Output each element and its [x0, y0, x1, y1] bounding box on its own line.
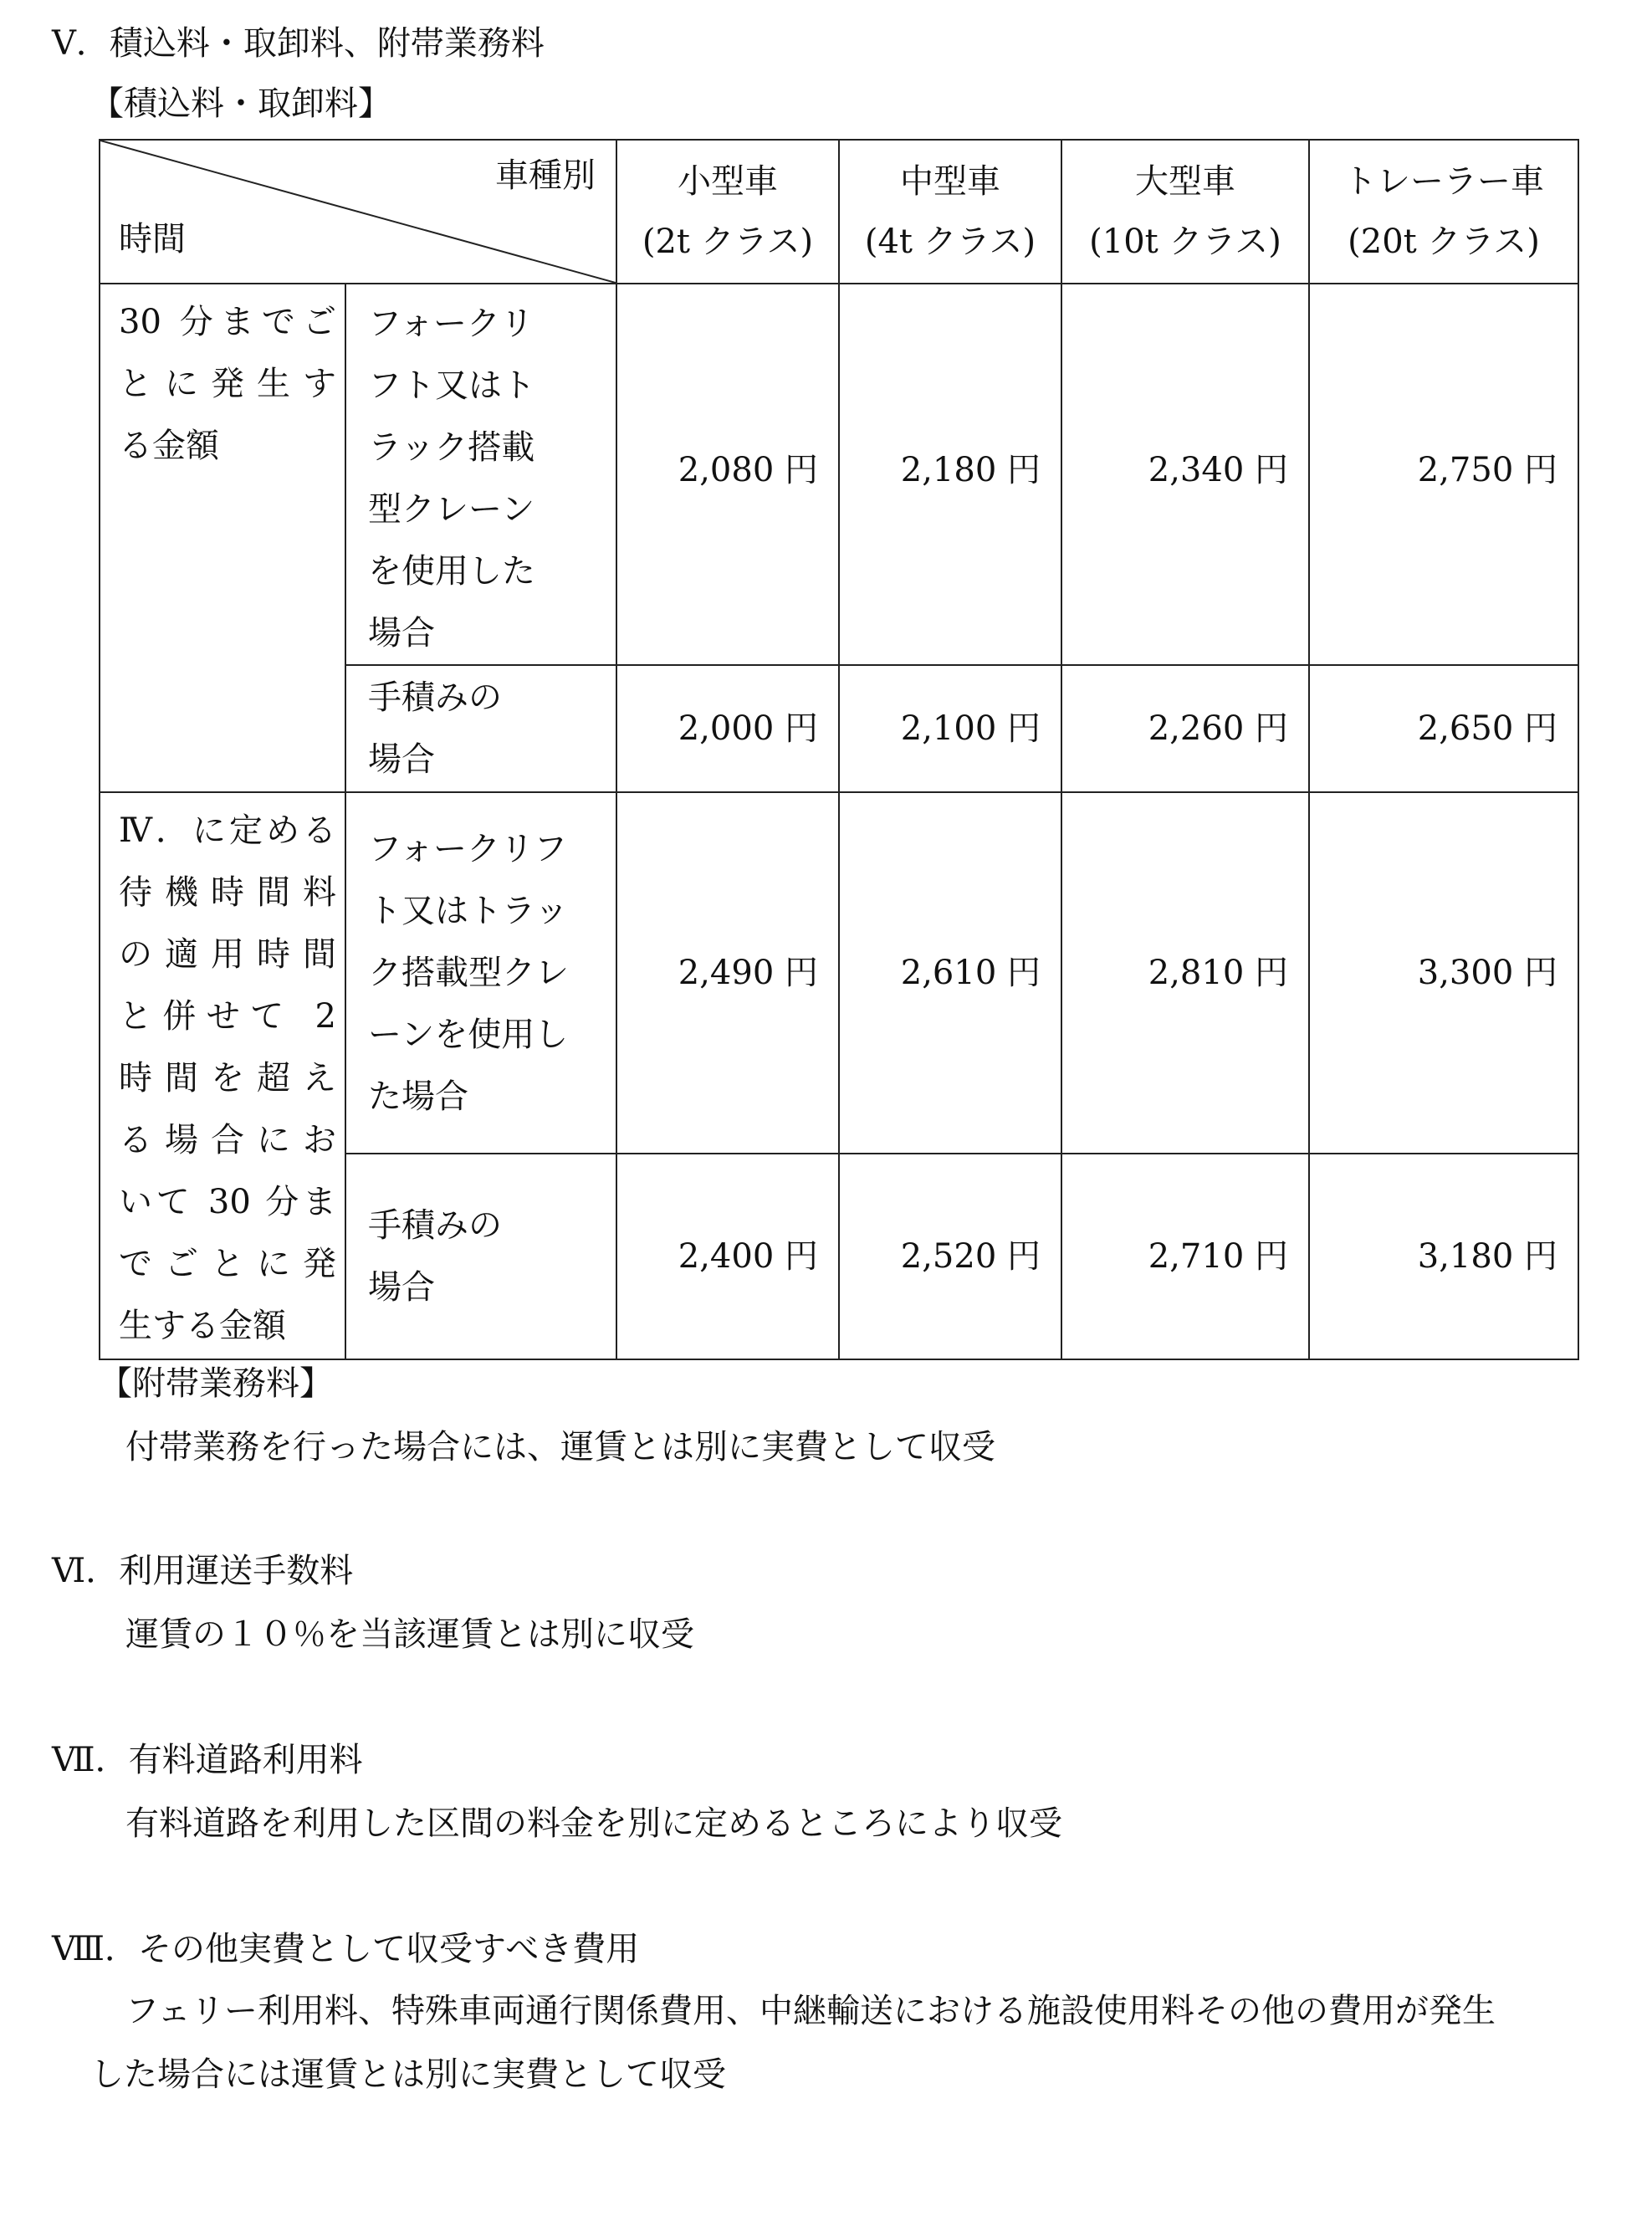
condition-manual: 手積みの 場合: [345, 1154, 616, 1359]
section-5-title: Ⅴ．積込料・取卸料、附帯業務料: [52, 24, 545, 63]
price-cell: 3,180 円: [1309, 1154, 1578, 1359]
section-7-title: Ⅶ．有料道路利用料: [52, 1741, 363, 1779]
table-row: [100, 284, 1578, 665]
column-header-small: 小型車 (2t クラス): [616, 140, 839, 284]
price-cell: 2,810 円: [1061, 792, 1309, 1154]
price-cell: 2,750 円: [1309, 284, 1578, 665]
price-cell: 2,080 円: [616, 284, 839, 665]
table-header-row: [100, 140, 1578, 284]
section-8-text-line-1: フェリー利用料、特殊車両通行関係費用、中継輸送における施設使用料その他の費用が発生: [125, 1992, 1496, 2030]
section-8-title: Ⅷ．その他実費として収受すべき費用: [52, 1930, 640, 1968]
vehicle-type-label: 車種別: [495, 156, 596, 195]
ancillary-heading: 【附帯業務料】: [99, 1364, 333, 1403]
column-header-large: 大型車 (10t クラス): [1061, 140, 1309, 284]
column-header-trailer: トレーラー車 (20t クラス): [1309, 140, 1578, 284]
price-cell: 2,000 円: [616, 665, 839, 792]
price-cell: 2,400 円: [616, 1154, 839, 1359]
price-cell: 2,340 円: [1061, 284, 1309, 665]
ancillary-text: 付帯業務を行った場合には、運賃とは別に実費として収受: [125, 1428, 995, 1466]
price-cell: 2,490 円: [616, 792, 839, 1154]
table-corner-cell: [100, 140, 616, 284]
section-7-text: 有料道路を利用した区間の料金を別に定めるところにより収受: [125, 1804, 1062, 1843]
section-6-title: Ⅵ．利用運送手数料: [52, 1552, 354, 1590]
section-5-subtitle: 【積込料・取卸料】: [90, 84, 391, 123]
column-header-medium: 中型車 (4t クラス): [839, 140, 1061, 284]
price-cell: 2,100 円: [839, 665, 1061, 792]
price-cell: 3,300 円: [1309, 792, 1578, 1154]
price-cell: 2,260 円: [1061, 665, 1309, 792]
table-row: [100, 792, 1578, 1154]
time-label: 時間: [119, 220, 186, 258]
condition-manual: 手積みの 場合: [345, 665, 616, 792]
group-label-over-2h: Ⅳ．に定める 待機時間料 の適用時間 と併せて 2 時間を超え る場合にお いて 30 分ま でごとに発 生する金額: [100, 792, 345, 1359]
loading-unloading-fee-table: [99, 139, 1579, 1360]
section-6-text: 運賃の１０％を当該運賃とは別に収受: [125, 1615, 694, 1654]
group-label-30min: 30 分までご とに発生す る金額: [100, 284, 345, 792]
price-cell: 2,710 円: [1061, 1154, 1309, 1359]
condition-forklift: フォークリ フト又はト ラック搭載 型クレーン を使用した 場合: [345, 284, 616, 665]
condition-forklift: フォークリフ ト又はトラッ ク搭載型クレ ーンを使用し た場合: [345, 792, 616, 1154]
price-cell: 2,180 円: [839, 284, 1061, 665]
price-cell: 2,520 円: [839, 1154, 1061, 1359]
section-8-text-line-2: した場合には運賃とは別に実費として収受: [90, 2055, 726, 2094]
price-cell: 2,610 円: [839, 792, 1061, 1154]
price-cell: 2,650 円: [1309, 665, 1578, 792]
